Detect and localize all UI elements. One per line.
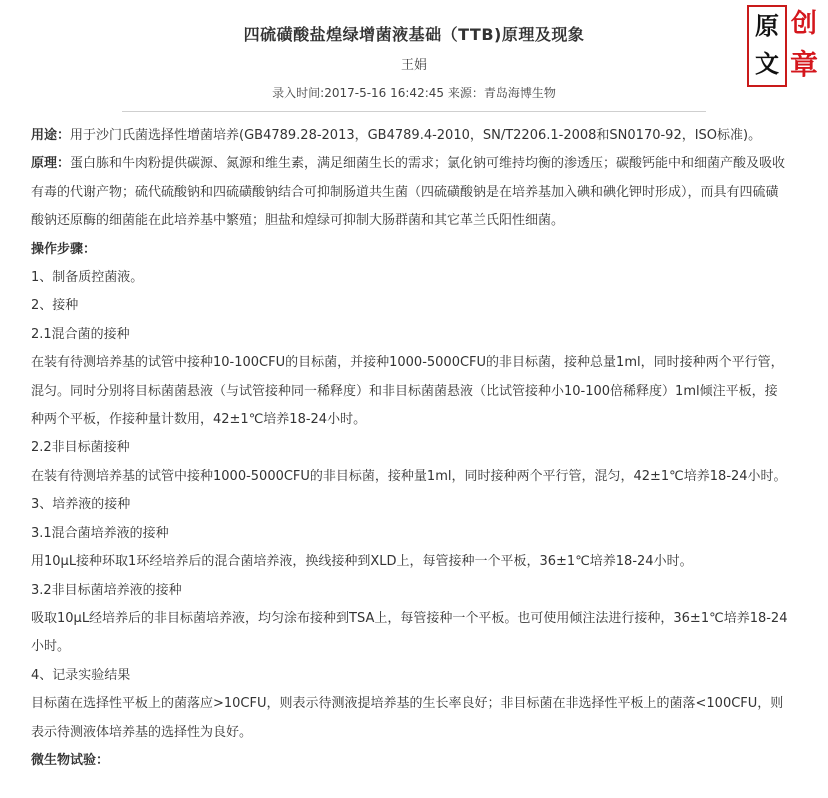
article-meta: 录入时间:2017-5-16 16:42:45 来源：青岛海博生物 [272, 86, 556, 100]
stamp-char-3: 文 [755, 49, 779, 78]
principle-label: 原理： [31, 156, 71, 172]
step-2-2-title: 2.2非目标菌接种 [31, 440, 130, 456]
step-3-1-text: 用10μL接种环取1环经培养后的混合菌培养液，换线接种到XLD上，每管接种一个平板，36±1℃培养18-24小时。 [31, 554, 693, 570]
article-title: 四硫磺酸盐煌绿增菌液基础（TTB)原理及现象 [243, 25, 585, 44]
usage-text: 用于沙门氏菌选择性增菌培养(GB4789.28-2013，GB4789.4-2010，SN/T2206.1-2008和SN0170-92，ISO标准)。 [70, 128, 762, 143]
step-2-2-text: 在装有待测培养基的试管中接种1000-5000CFU的非目标菌，接种量1ml，同时接种两个平行管，混匀，42±1℃培养18-24小时。 [31, 468, 787, 484]
step-2-1-text: 在装有待测培养基的试管中接种10-100CFU的目标菌，并接种1000-5000CFU的非目标菌，接种总量1ml，同时接种两个平行管，混匀。同时分别将目标菌菌悬液（与试管接种同一稀释度）和非目标菌菌悬液（比试管接种小10-100倍稀释度）1ml倾注平板，接种两个平板，作接种量计数用，42±1℃培养18-24小时。 [31, 355, 784, 428]
step-4: 4、记录实验结果 [31, 667, 131, 683]
step-3-2-title: 3.2非目标菌培养液的接种 [31, 582, 182, 598]
stamp-char-4: 章 [789, 48, 819, 81]
step-3: 3、培养液的接种 [31, 497, 131, 513]
step-2: 2、接种 [31, 298, 79, 314]
step-3-1-title: 3.1混合菌培养液的接种 [31, 525, 169, 541]
usage-paragraph [31, 122, 789, 150]
usage-label: 用途： [31, 128, 71, 143]
step-3-2-text: 吸取10μL经培养后的非目标菌培养液，均匀涂布接种到TSA上，每管接种一个平板。也可使用倾注法进行接种，36±1℃培养18-24小时。 [31, 610, 788, 655]
principle-paragraph [31, 150, 789, 235]
step-2-1-title: 2.1混合菌的接种 [31, 326, 130, 342]
header-divider [122, 111, 706, 112]
stamp-char-2: 创 [790, 9, 818, 39]
principle-text: 蛋白胨和牛肉粉提供碳源、氮源和维生素，满足细菌生长的需求；氯化钠可维持均衡的渗透压；碳酸钙能中和细菌产酸及吸收有毒的代谢产物；硫代硫酸钠和四硫磺酸钠结合可抑制肠道共生菌（四硫磺酸钠是在培养基加入碘和碘化钾时形成），而具有四硫磺酸钠还原酶的细菌能在此培养基中繁殖；胆盐和煌绿可抑制大肠群菌和其它革兰氏阳性细菌。 [31, 156, 786, 229]
article-body [31, 122, 789, 775]
stamp-char-1: 原 [755, 11, 779, 40]
article-author: 王娟 [400, 58, 427, 73]
step-1: 1、制备质控菌液。 [31, 270, 144, 286]
original-article-stamp-icon [746, 4, 822, 88]
step-4-text: 目标菌在选择性平板上的菌落应>10CFU，则表示待测液提培养基的生长率良好；非目标菌在非选择性平板上的菌落<100CFU，则表示待测液体培养基的选择性为良好。 [31, 696, 784, 740]
microbiology-heading: 微生物试验： [31, 752, 110, 768]
stamp-graphic [746, 4, 822, 88]
steps-heading: 操作步骤： [31, 241, 97, 257]
